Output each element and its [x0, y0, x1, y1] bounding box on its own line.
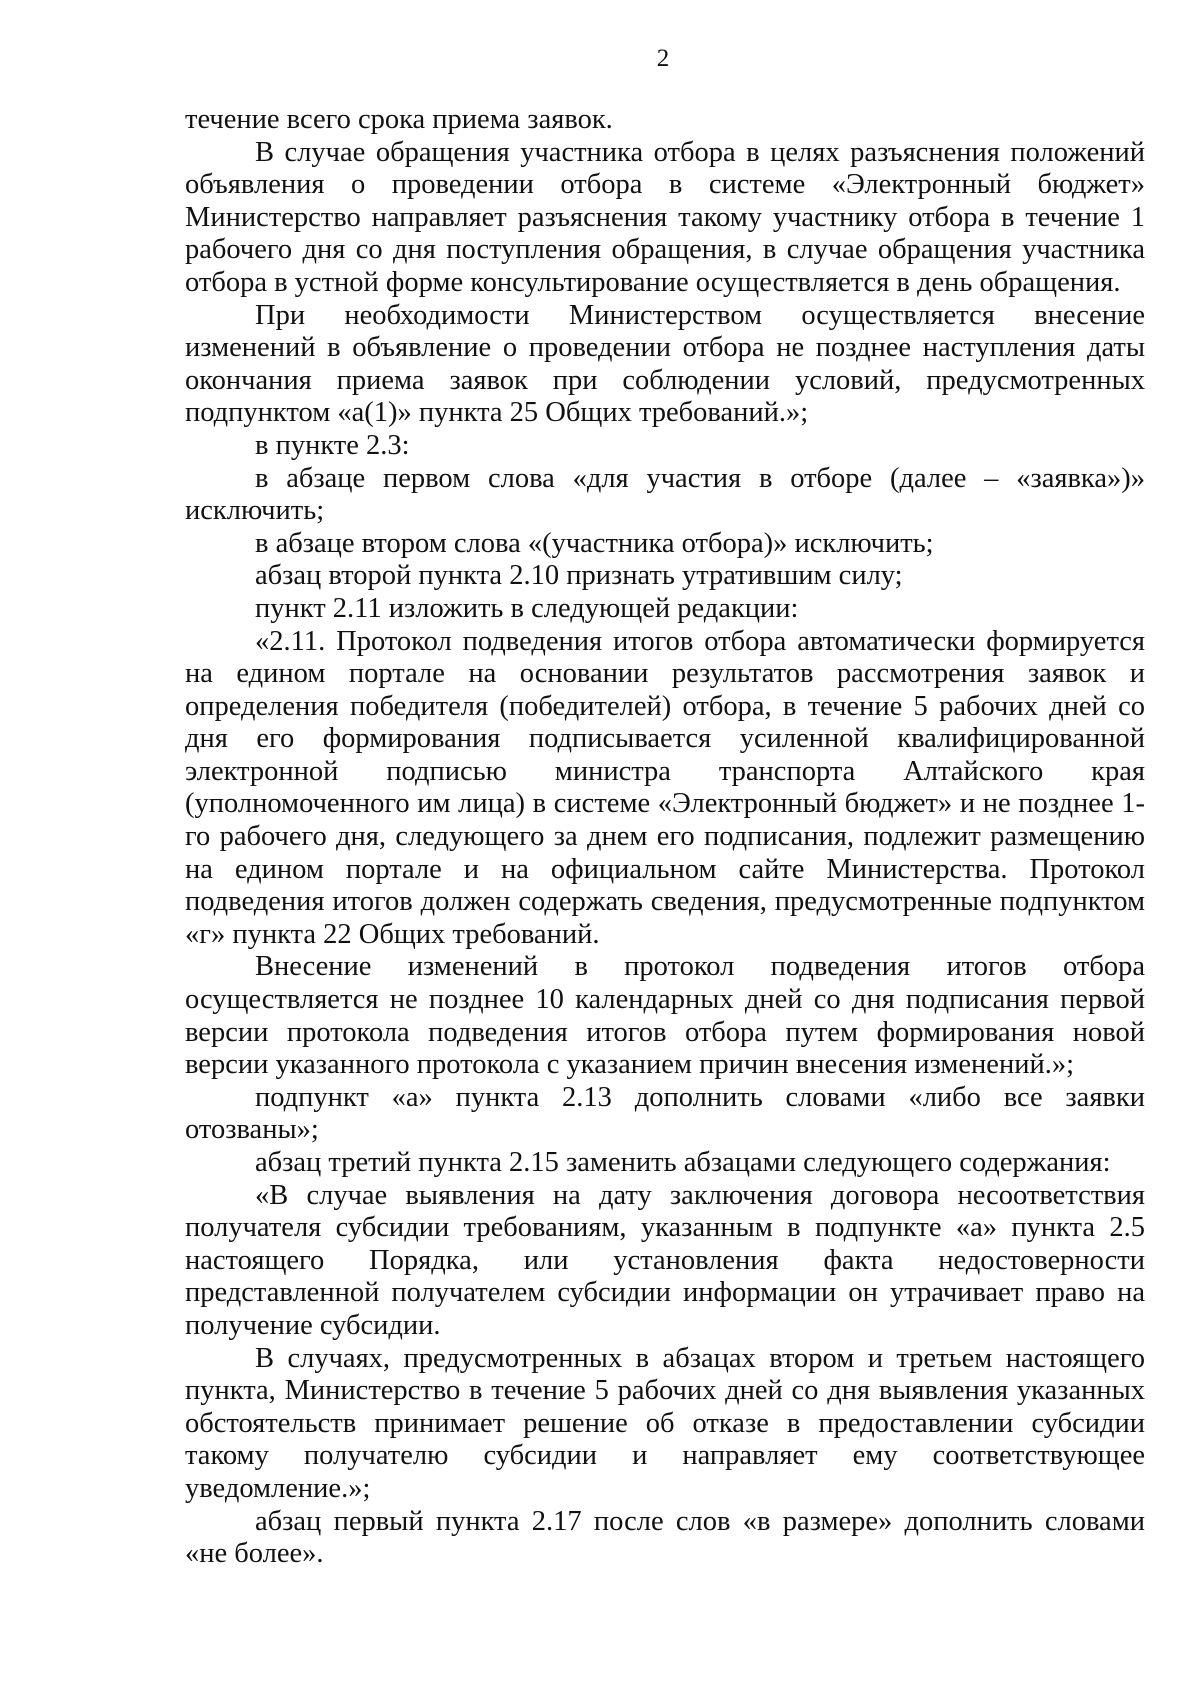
document-body: [185, 104, 1145, 1571]
paragraph-6: в абзаце втором слова «(участника отбора)» исключить;: [255, 527, 934, 559]
paragraph-14: В случаях, предусмотренных в абзацах втором и третьем настоящего пункта, Министерство в течение 5 рабочих дней со дня выявления указанных обстоятельств принимает решение об отказе в предоставлении субсидии такому получателю субсидии и направляет ему соответствующее уведомление.»;: [185, 1342, 1145, 1504]
paragraph-4: в пункте 2.3:: [255, 429, 410, 461]
paragraph-11: подпункт «а» пункта 2.13 дополнить словами «либо все заявки отозваны»;: [185, 1081, 1145, 1146]
paragraph-1: течение всего срока приема заявок.: [185, 104, 613, 135]
paragraph-9: «2.11. Протокол подведения итогов отбора автоматически формируется на едином портале на основании результатов рассмотрения заявок и определения победителя (победителей) отбора, в течение 5 рабочих дней со дня его формирования подписывается усиленной квалифицированной электронной подписью министра транспорта Алтайского края (уполномоченного им лица) в системе «Электронный бюджет» и не позднее 1-го рабочего дня, следующего за днем его подписания, подлежит размещению на едином портале и на официальном сайте Министерства. Протокол подведения итогов должен содержать сведения, предусмотренные подпунктом «г» пункта 22 Общих требований.: [185, 625, 1145, 950]
page-number: 2: [656, 45, 670, 72]
paragraph-7: абзац второй пункта 2.10 признать утратившим силу;: [255, 560, 903, 592]
paragraph-5: в абзаце первом слова «для участия в отборе (далее – «заявка»)» исключить;: [185, 462, 1145, 527]
paragraph-12: абзац третий пункта 2.15 заменить абзацами следующего содержания:: [255, 1147, 1111, 1178]
paragraph-15: абзац первый пункта 2.17 после слов «в размере» дополнить словами «не более».: [185, 1505, 1145, 1570]
paragraph-3: При необходимости Министерством осуществляется внесение изменений в объявление о проведении отбора не позднее наступления даты окончания приема заявок при соблюдении условий, предусмотренных подпунктом «а(1)» пункта 25 Общих требований.»;: [185, 299, 1145, 429]
paragraph-8: пункт 2.11 изложить в следующей редакции:: [255, 592, 799, 624]
paragraph-2: В случае обращения участника отбора в целях разъяснения положений объявления о проведении отбора в системе «Электронный бюджет» Министерство направляет разъяснения такому участнику отбора в течение 1 рабочего дня со дня поступления обращения, в случае обращения участника отбора в устной форме консультирование осуществляется в день обращения.: [185, 136, 1145, 298]
paragraph-10: Внесение изменений в протокол подведения итогов отбора осуществляется не позднее 10 календарных дней со дня подписания первой версии протокола подведения итогов отбора путем формирования новой версии указанного протокола с указанием причин внесения изменений.»;: [185, 951, 1145, 1081]
paragraph-13: «В случае выявления на дату заключения договора несоответствия получателя субсидии требованиям, указанным в подпункте «а» пункта 2.5 настоящего Порядка, или установления факта недостоверности представленной получателем субсидии информации он утрачивает право на получение субсидии.: [185, 1179, 1145, 1341]
